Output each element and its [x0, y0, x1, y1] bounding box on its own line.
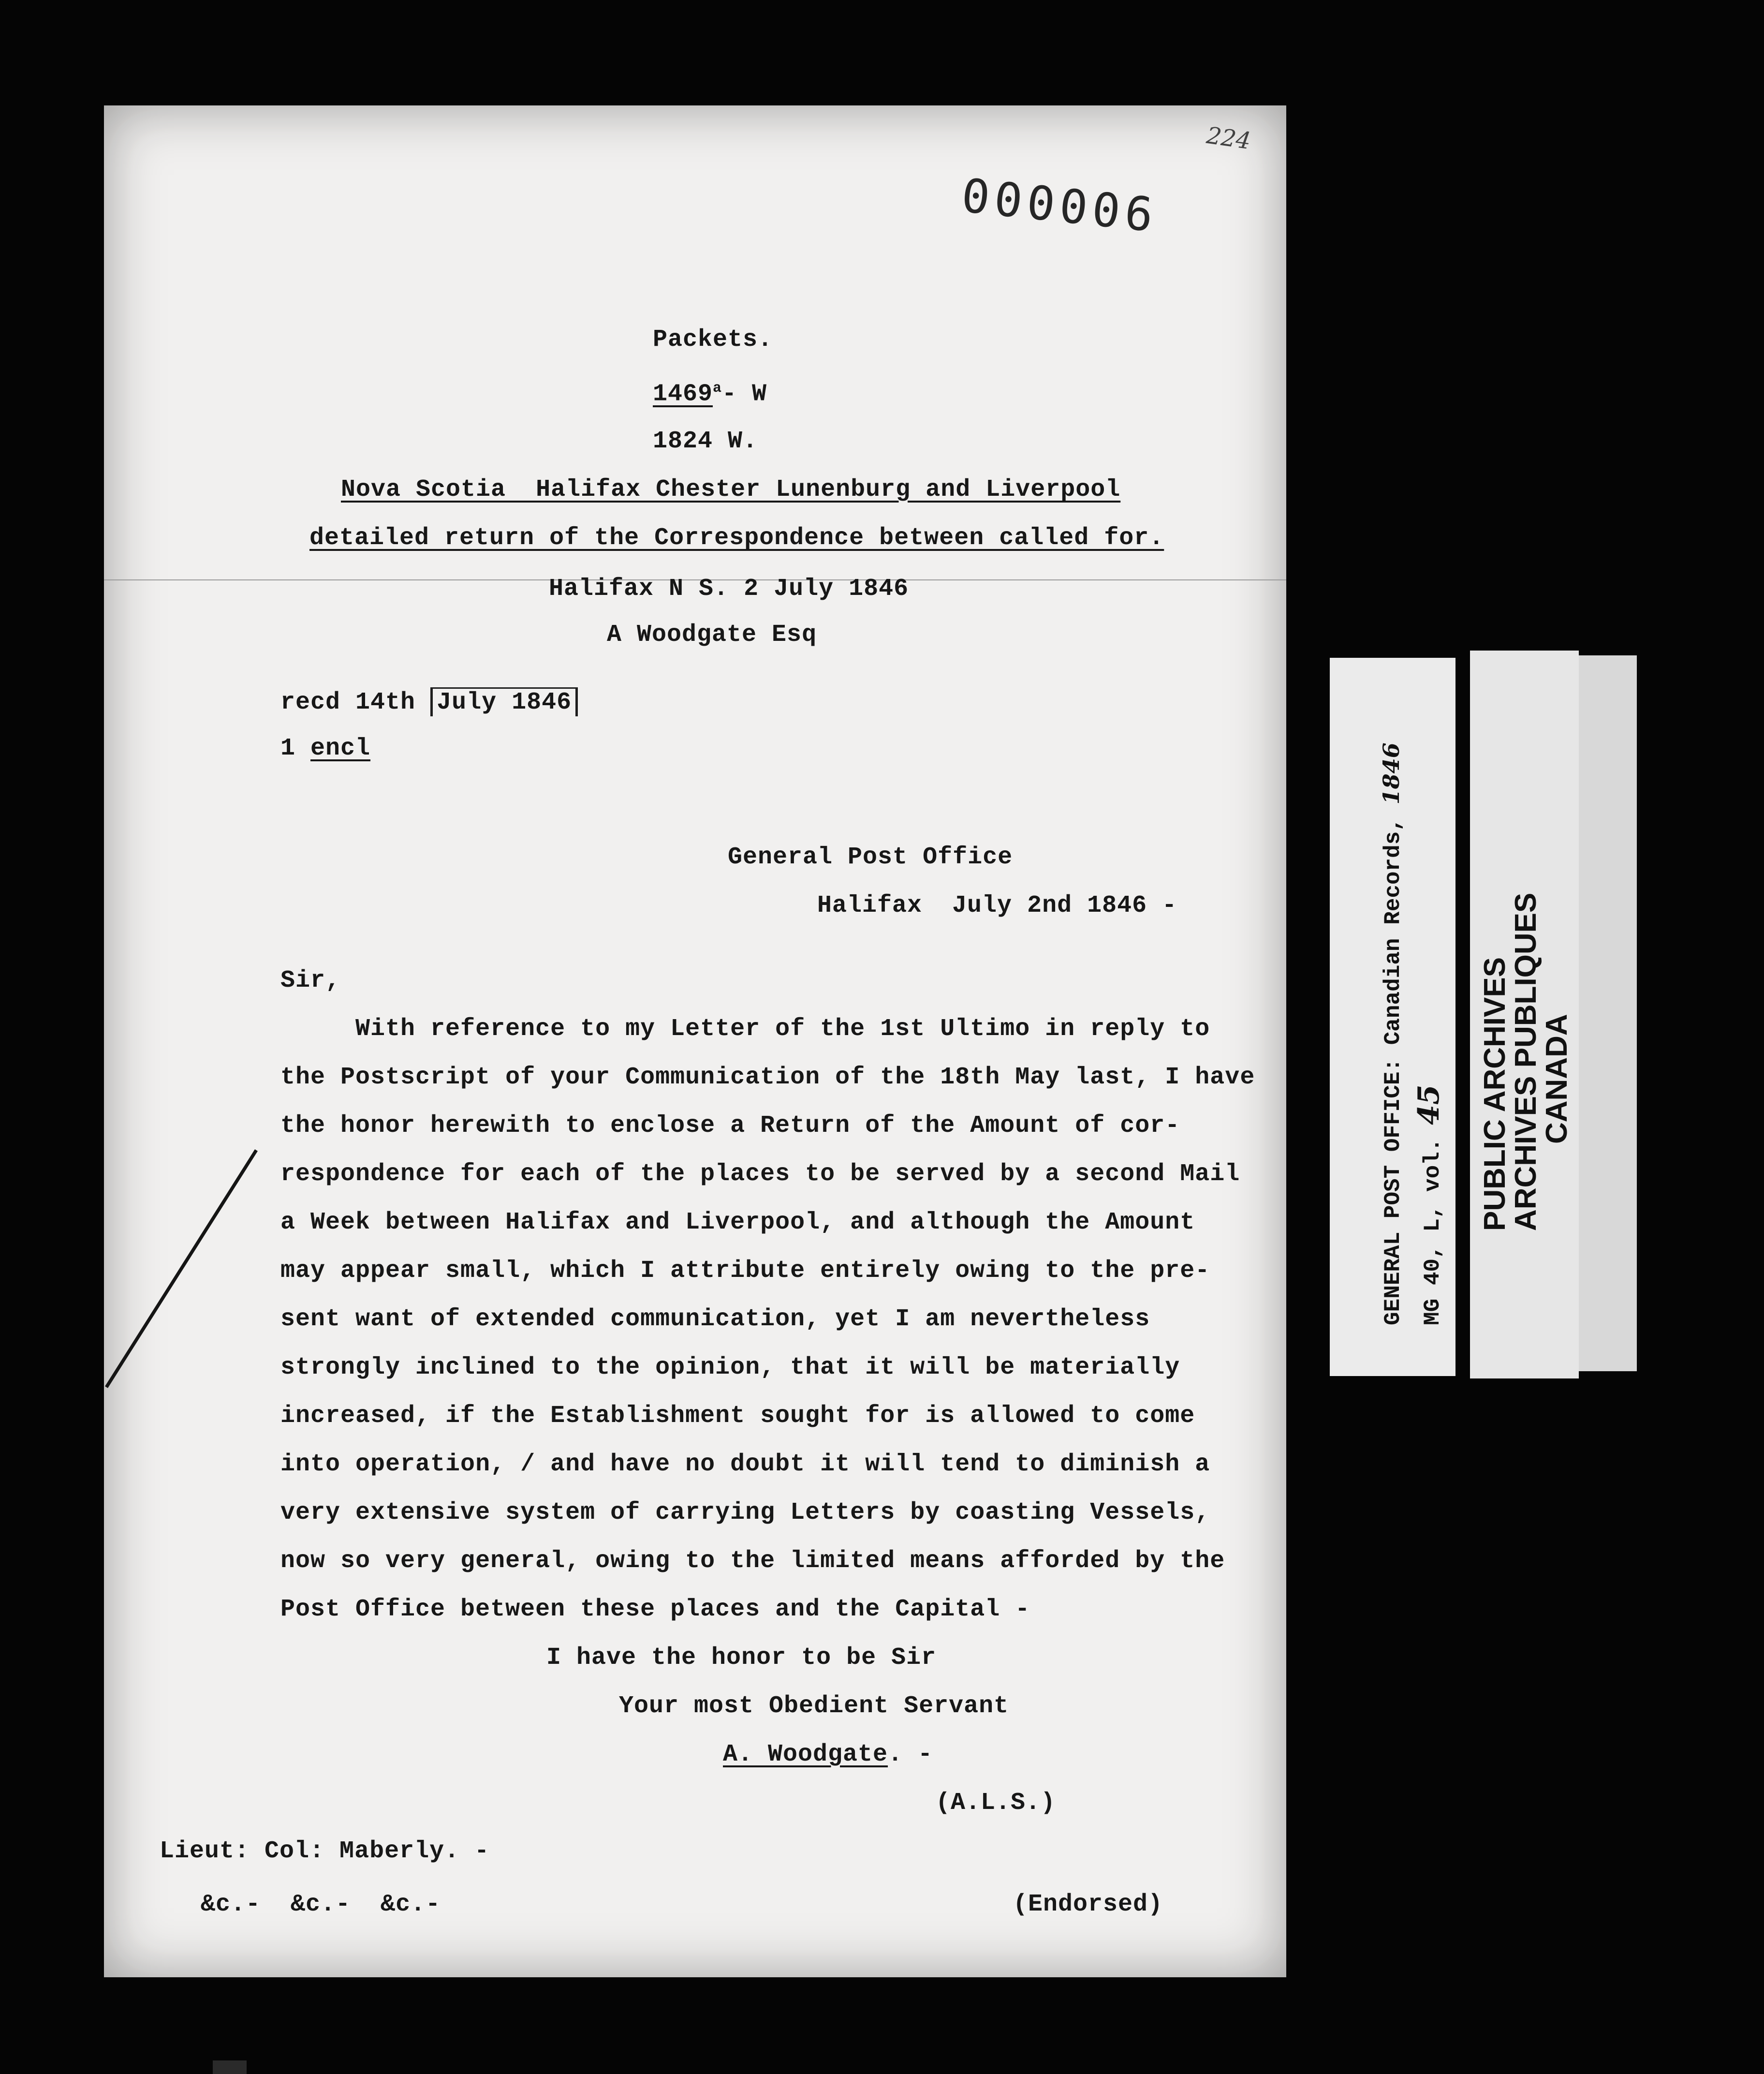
body-line: increased, if the Establishment sought for is allowed to come — [280, 1402, 1195, 1430]
encl-count: 1 — [280, 735, 311, 762]
place-date: Halifax N S. 2 July 1846 — [549, 575, 909, 603]
addressee: Lieut: Col: Maberly. - — [160, 1837, 490, 1865]
enclosure-line — [280, 734, 370, 763]
body-line: now so very general, owing to the limited means afforded by the — [280, 1547, 1225, 1575]
etc-line: &c.- &c.- &c.- — [201, 1891, 441, 1918]
handwritten-page-number: 224 — [1205, 121, 1253, 155]
header-category: Packets. — [653, 326, 773, 354]
from-line: A Woodgate Esq — [607, 621, 817, 649]
label-edge-strip — [1579, 655, 1637, 1371]
ref-suffix: - W — [722, 380, 767, 408]
body-line: sent want of extended communication, yet I am nevertheless — [280, 1305, 1150, 1333]
header-ref-2: 1824 W. — [653, 428, 758, 455]
encl-label: encl — [310, 735, 371, 762]
film-edge-mark — [213, 2060, 247, 2074]
signature: A. Woodgate — [723, 1741, 888, 1768]
archive-volume-handwritten: 45 — [1412, 1084, 1446, 1125]
header-ref-1 — [653, 374, 767, 409]
closing-1: I have the honor to be Sir — [546, 1644, 937, 1672]
body-line: a Week between Halifax and Liverpool, and although the Amount — [280, 1209, 1195, 1236]
body-line: Post Office between these places and the Capital - — [280, 1596, 1030, 1623]
archive-label-line-2 — [1412, 1084, 1446, 1325]
recd-label: recd 14th — [280, 689, 431, 716]
archive-label-strip — [1330, 658, 1455, 1376]
org-line-3: CANADA — [1540, 1014, 1573, 1144]
body-line: respondence for each of the places to be served by a second Mail — [280, 1160, 1240, 1188]
org-line-1: PUBLIC ARCHIVES — [1478, 957, 1512, 1231]
subject-line-1: Nova Scotia Halifax Chester Lunenburg and Liverpool — [341, 476, 1121, 504]
margin-pen-stroke — [102, 1145, 266, 1397]
closing-2: Your most Obedient Servant — [619, 1692, 1009, 1720]
recd-date: July 1846 — [430, 687, 578, 716]
body-line: may appear small, which I attribute entirely owing to the pre- — [280, 1257, 1210, 1285]
org-line-2: ARCHIVES PUBLIQUES — [1509, 892, 1543, 1231]
stamp-number: 000006 — [959, 168, 1161, 243]
body-line: With reference to my Letter of the 1st Ultimo in reply to — [280, 1015, 1210, 1043]
body-line: the honor herewith to enclose a Return of the Amount of cor- — [280, 1112, 1180, 1140]
signature-suffix: . - — [888, 1741, 933, 1768]
signature-line — [723, 1740, 933, 1769]
body-line: into operation, / and have no doubt it will tend to diminish a — [280, 1451, 1210, 1478]
public-archives-label — [1480, 893, 1573, 1231]
letter-dateline: Halifax July 2nd 1846 - — [817, 892, 1177, 919]
ref-superscript: a — [713, 380, 722, 397]
document-page — [104, 105, 1286, 1977]
ref-number: 1469 — [653, 380, 713, 408]
salutation: Sir, — [280, 967, 341, 994]
als-note: (A.L.S.) — [936, 1789, 1056, 1817]
archive-year-handwritten: 1846 — [1378, 742, 1404, 805]
archive-label-line-1 — [1378, 742, 1406, 1325]
subject-line-2: detailed return of the Correspondence between called for. — [309, 524, 1164, 552]
letter-office: General Post Office — [728, 844, 1013, 871]
endorsed-note: (Endorsed) — [1013, 1891, 1163, 1918]
public-archives-strip — [1470, 651, 1579, 1378]
body-line: very extensive system of carrying Letters by coasting Vessels, — [280, 1499, 1210, 1526]
body-line: the Postscript of your Communication of the 18th May last, I have — [280, 1064, 1255, 1091]
archive-series: GENERAL POST OFFICE: Canadian Records, — [1381, 804, 1406, 1325]
archive-volume: MG 40, L, vol. — [1420, 1125, 1445, 1325]
body-line: strongly inclined to the opinion, that it will be materially — [280, 1354, 1180, 1381]
received-line — [280, 688, 578, 717]
